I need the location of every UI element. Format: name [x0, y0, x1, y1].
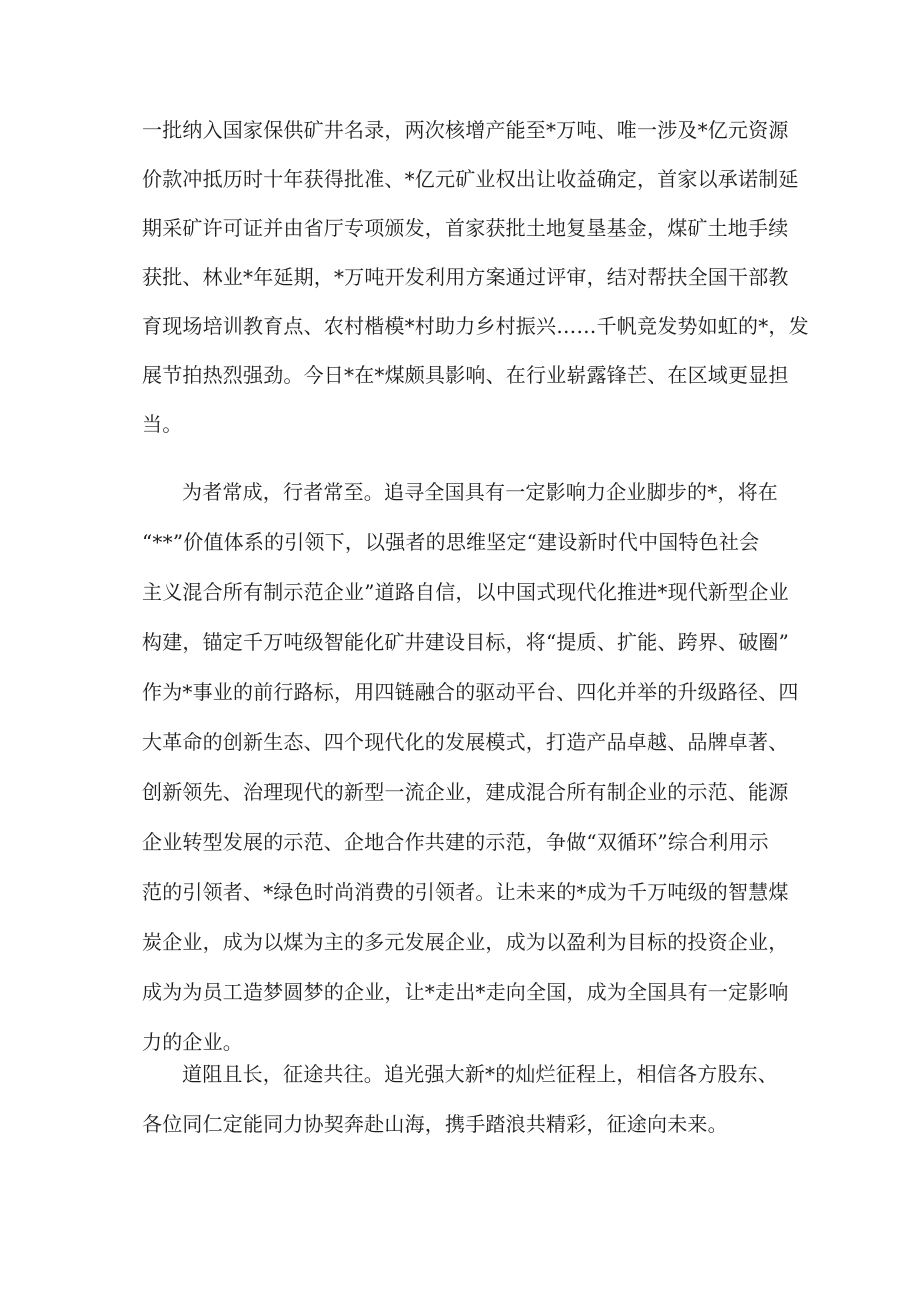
paragraph-2-line-12: 力的企业。 — [142, 1030, 243, 1054]
paragraph-3-line-2: 各位同仁定能同力协契奔赴山海，携手踏浪共精彩，征途向未来。 — [142, 1112, 728, 1136]
paragraph-2-line-1: 为者常成，行者常至。追寻全国具有一定影响力企业脚步的*，将在 — [182, 480, 778, 504]
paragraph-2-line-10: 炭企业，成为以煤为主的多元发展企业，成为以盈利为目标的投资企业， — [142, 930, 789, 954]
paragraph-1-line-4: 获批、林业*年延期，*万吨开发利用方案通过评审，结对帮扶全国干部教 — [142, 265, 789, 289]
paragraph-2-line-2: “**”价值体系的引领下，以强者的思维坚定“建设新时代中国特色社会 — [142, 530, 760, 554]
paragraph-1-line-5: 育现场培训教育点、农村楷模*村助力乡村振兴……千帆竞发势如虹的*，发 — [142, 314, 809, 338]
paragraph-2-line-9: 范的引领者、*绿色时尚消费的引领者。让未来的*成为千万吨级的智慧煤 — [142, 880, 789, 904]
paragraph-2-line-8: 企业转型发展的示范、企地合作共建的示范，争做“双循环”综合利用示 — [142, 830, 769, 854]
paragraph-1-line-3: 期采矿许可证并由省厅专项颁发，首家获批土地复垦基金，煤矿土地手续 — [142, 216, 789, 240]
paragraph-2-line-3: 主义混合所有制示范企业”道路自信，以中国式现代化推进*现代新型企业 — [142, 580, 789, 604]
paragraph-2-line-11: 成为为员工造梦圆梦的企业，让*走出*走向全国，成为全国具有一定影响 — [142, 980, 789, 1004]
paragraph-2-line-5: 作为*事业的前行路标，用四链融合的驱动平台、四化并举的升级路径、四 — [142, 680, 799, 704]
paragraph-1-line-6: 展节拍热烈强劲。今日*在*煤颇具影响、在行业崭露锋芒、在区域更显担 — [142, 363, 789, 387]
paragraph-2-line-4: 构建，锚定千万吨级智能化矿井建设目标，将“提质、扩能、跨界、破圈” — [142, 630, 790, 654]
paragraph-2-line-6: 大革命的创新生态、四个现代化的发展模式，打造产品卓越、品牌卓著、 — [142, 730, 789, 754]
paragraph-1-line-1: 一批纳入国家保供矿井名录，两次核增产能至*万吨、唯一涉及*亿元资源 — [142, 118, 789, 142]
paragraph-1-line-7: 当。 — [142, 412, 183, 436]
paragraph-1-line-2: 价款冲抵历时十年获得批准、*亿元矿业权出让收益确定，首家以承诺制延 — [142, 167, 799, 191]
paragraph-3-line-1: 道阻且长，征途共往。追光强大新*的灿烂征程上，相信各方股东、 — [182, 1062, 778, 1086]
paragraph-2-line-7: 创新领先、治理现代的新型一流企业，建成混合所有制企业的示范、能源 — [142, 780, 789, 804]
